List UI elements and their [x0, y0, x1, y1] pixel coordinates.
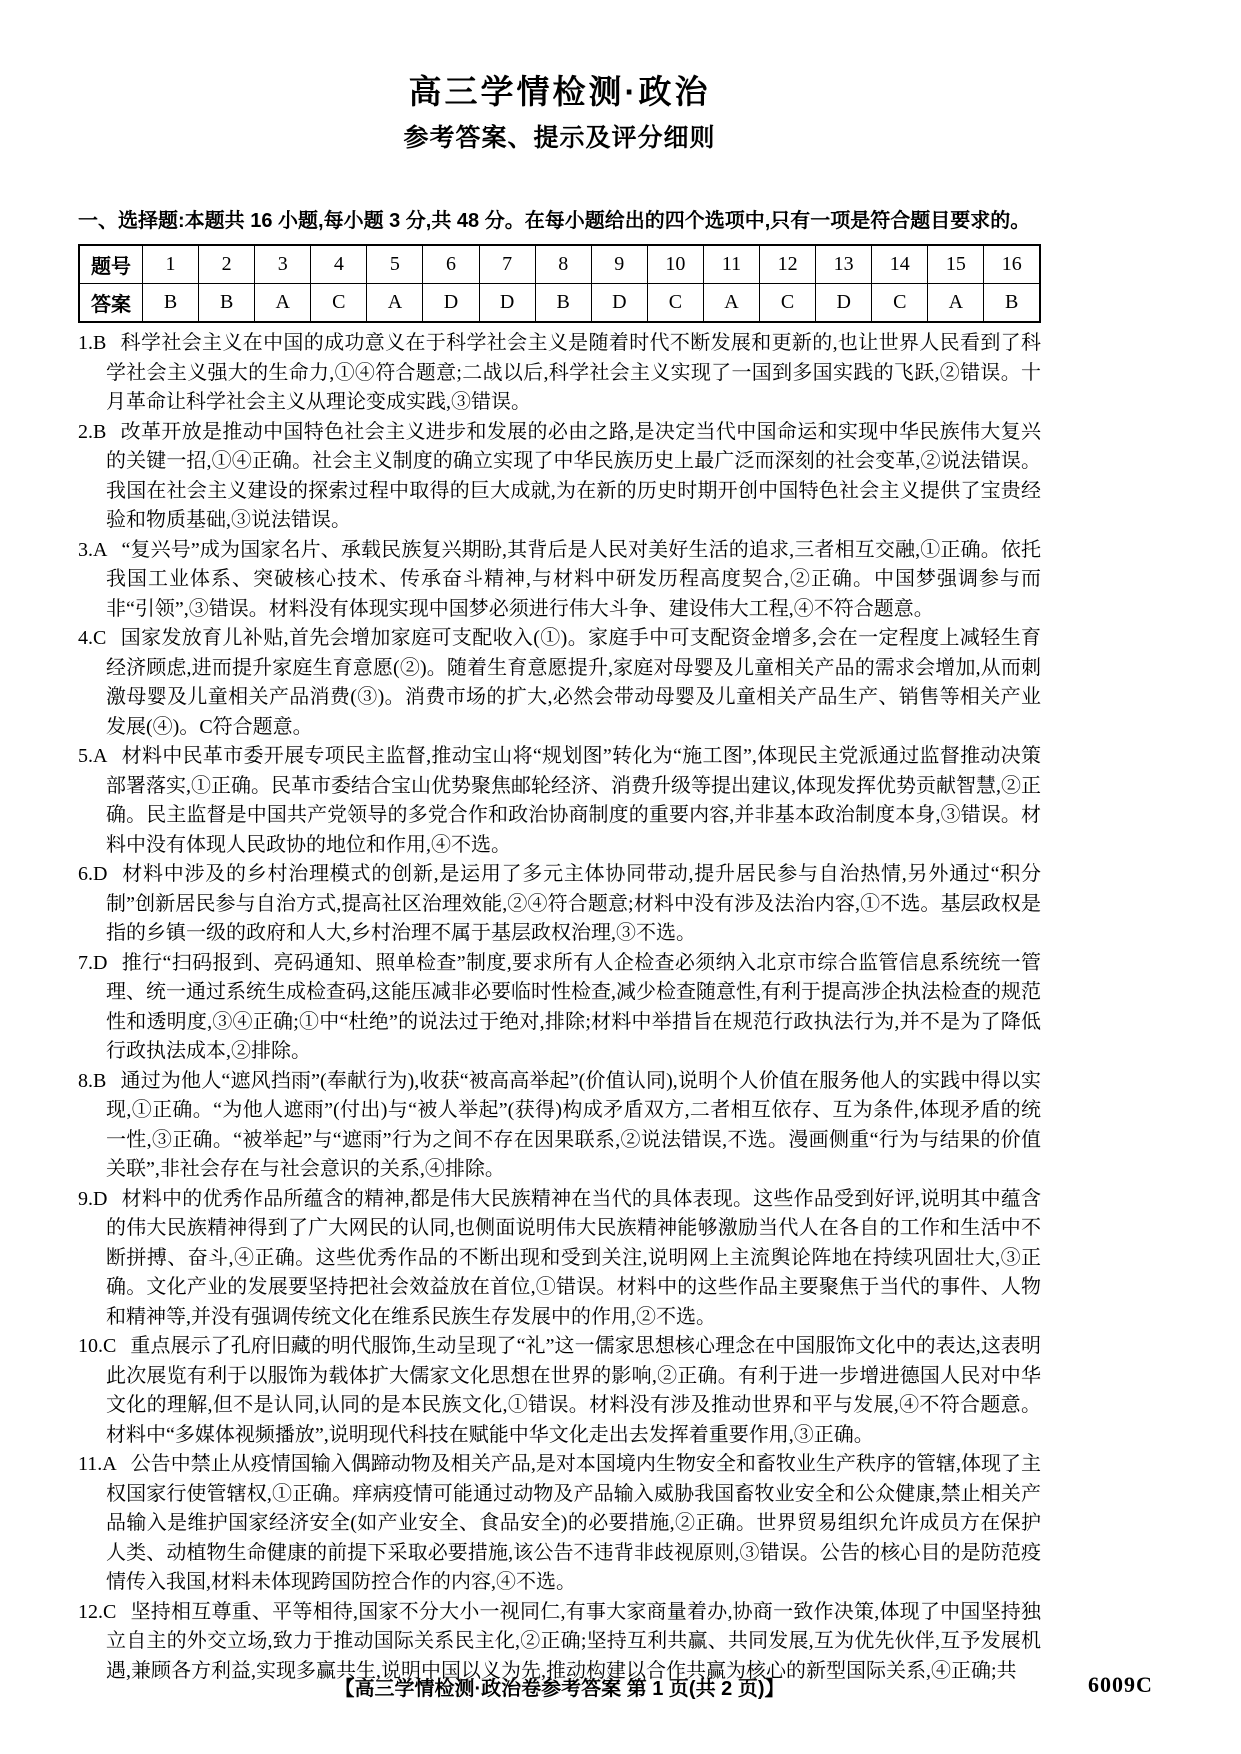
explanation-number: 7.D [78, 951, 108, 974]
answer-cell: D [479, 284, 535, 323]
question-number-cell: 7 [479, 245, 535, 284]
explanation-item [78, 1067, 1041, 1185]
question-number-cell: 13 [816, 245, 872, 284]
page-footer: 【高三学情检测·政治卷参考答案 第 1 页(共 2 页)】 [334, 1678, 785, 1700]
answer-cell: C [760, 284, 816, 323]
answer-cell: A [703, 284, 759, 323]
answer-cell: A [928, 284, 984, 323]
answer-cell: C [311, 284, 367, 323]
explanation-text: 公告中禁止从疫情国输入偶蹄动物及相关产品,是对本国境内生物安全和畜牧业生产秩序的管辖,体现了主权国家行使管辖权,①正确。痒病疫情可能通过动物及产品输入威胁我国畜牧业安全和公众健康,禁止相关产品输入是维护国家经济安全(如产业安全、食品安全)的必要措施,②正确。世界贸易组织允许成员方在保护人类、动植物生命健康的前提下采取必要措施,该公告不违背非歧视原则,③错误。公告的核心目的是防范疫情传入我国,材料未体现跨国防控合作的内容,④不选。 [106, 1453, 1041, 1593]
question-number-header: 题号 [79, 245, 143, 284]
explanation-text: 改革开放是推动中国特色社会主义进步和发展的必由之路,是决定当代中国命运和实现中华民族伟大复兴的关键一招,①④正确。社会主义制度的确立实现了中华民族历史上最广泛而深刻的社会变革,②说法错误。我国在社会主义建设的探索过程中取得的巨大成就,为在新的历史时期开创中国特色社会主义提供了宝贵经验和物质基础,③说法错误。 [106, 420, 1041, 531]
page-subtitle: 参考答案、提示及评分细则 [403, 124, 716, 152]
explanation-text: “复兴号”成为国家名片、承载民族复兴期盼,其背后是人民对美好生活的追求,三者相互交融,①正确。依托我国工业体系、突破核心技术、传承奋斗精神,与材料中研发历程高度契合,②正确。中国梦强调参与而非“引领”,③错误。材料没有体现实现中国梦必须进行伟大斗争、建设伟大工程,④不符合题意。 [106, 538, 1041, 620]
answer-cell: B [143, 284, 199, 323]
section-heading: 一、选择题:本题共 16 小题,每小题 3 分,共 48 分。在每小题给出的四个选项中,只有一项是符合题目要求的。 [78, 210, 1031, 232]
answer-cell: D [816, 284, 872, 323]
answer-cell: B [535, 284, 591, 323]
explanation-text: 通过为他人“遮风挡雨”(奉献行为),收获“被高高举起”(价值认同),说明个人价值在服务他人的实践中得以实现,①正确。“为他人遮雨”(付出)与“被人举起”(获得)构成矛盾双方,二者相互依存、互为条件,体现矛盾的统一性,③正确。“被举起”与“遮雨”行为之间不存在因果联系,②说法错误,不选。漫画侧重“行为与结果的价值关联”,非社会存在与社会意识的关系,④排除。 [106, 1069, 1041, 1180]
question-number-cell: 11 [703, 245, 759, 284]
explanation-number: 12.C [78, 1600, 117, 1623]
explanation-number: 8.B [78, 1069, 107, 1092]
explanation-number: 9.D [78, 1187, 108, 1210]
question-number-cell: 14 [872, 245, 928, 284]
answer-cell: A [367, 284, 423, 323]
question-number-cell: 15 [928, 245, 984, 284]
explanation-item [78, 860, 1041, 949]
answer-table-numbers-row [79, 245, 1040, 284]
answer-table [78, 244, 1041, 323]
explanation-item [78, 418, 1041, 536]
question-number-cell: 4 [311, 245, 367, 284]
explanation-text: 国家发放育儿补贴,首先会增加家庭可支配收入(①)。家庭手中可支配资金增多,会在一定程度上减轻生育经济顾虑,进而提升家庭生育意愿(②)。随着生育意愿提升,家庭对母婴及儿童相关产品的需求会增加,从而刺激母婴及儿童相关产品消费(③)。消费市场的扩大,必然会带动母婴及儿童相关产品生产、销售等相关产业发展(④)。C符合题意。 [106, 627, 1041, 738]
answer-cell: D [423, 284, 479, 323]
explanation-item [78, 329, 1041, 418]
explanation-number: 4.C [78, 627, 107, 649]
explanation-text: 重点展示了孔府旧藏的明代服饰,生动呈现了“礼”这一儒家思想核心理念在中国服饰文化中的表达,这表明此次展览有利于以服饰为载体扩大儒家文化思想在世界的影响,②正确。有利于进一步增进德国人民对中华文化的理解,但不是认同,认同的是本民族文化,①错误。材料没有涉及推动世界和平与发展,④不符合题意。材料中“多媒体视频播放”,说明现代科技在赋能中华文化走出去发挥着重要作用,③正确。 [106, 1335, 1041, 1446]
explanations [78, 329, 1041, 1686]
question-number-cell: 10 [647, 245, 703, 284]
explanation-item [78, 949, 1041, 1067]
explanation-item [78, 1185, 1041, 1333]
question-number-cell: 5 [367, 245, 423, 284]
explanation-item [78, 1332, 1041, 1450]
explanation-number: 2.B [78, 420, 107, 443]
explanation-number: 11.A [78, 1453, 117, 1475]
answer-table-answers-row [79, 284, 1040, 323]
answer-cell: C [647, 284, 703, 323]
paper-code: 6009C [1088, 1672, 1153, 1697]
question-number-cell: 3 [255, 245, 311, 284]
explanation-number: 6.D [78, 863, 108, 885]
answer-cell: B [199, 284, 255, 323]
explanation-text: 材料中涉及的乡村治理模式的创新,是运用了多元主体协同带动,提升居民参与自治热情,另外通过“积分制”创新居民参与自治方式,提高社区治理效能,②④符合题意;材料中没有涉及法治内容,①不选。基层政权是指的乡镇一级的政府和人大,乡村治理不属于基层政权治理,③不选。 [106, 863, 1041, 944]
question-number-cell: 8 [535, 245, 591, 284]
explanation-number: 5.A [78, 745, 108, 767]
explanation-item [78, 536, 1041, 625]
explanation-text: 材料中民革市委开展专项民主监督,推动宝山将“规划图”转化为“施工图”,体现民主党派通过监督推动决策部署落实,①正确。民革市委结合宝山优势聚焦邮轮经济、消费升级等提出建议,体现发挥优势贡献智慧,②正确。民主监督是中国共产党领导的多党合作和政治协商制度的重要内容,并非基本政治制度本身,③错误。材料中没有体现人民政协的地位和作用,④不选。 [106, 745, 1041, 856]
question-number-cell: 16 [984, 245, 1040, 284]
explanation-item [78, 742, 1041, 860]
explanation-text: 科学社会主义在中国的成功意义在于科学社会主义是随着时代不断发展和更新的,也让世界人民看到了科学社会主义强大的生命力,①④符合题意;二战以后,科学社会主义实现了一国到多国实践的飞跃,②错误。十月革命让科学社会主义从理论变成实践,③错误。 [106, 332, 1041, 413]
question-number-cell: 2 [199, 245, 255, 284]
question-number-cell: 1 [143, 245, 199, 284]
explanation-item [78, 1450, 1041, 1598]
explanation-item [78, 624, 1041, 742]
page-title: 高三学情检测·政治 [408, 73, 711, 110]
question-number-cell: 6 [423, 245, 479, 284]
explanation-number: 3.A [78, 538, 108, 561]
answer-cell: A [255, 284, 311, 323]
answer-cell: B [984, 284, 1040, 323]
explanation-text: 坚持相互尊重、平等相待,国家不分大小一视同仁,有事大家商量着办,协商一致作决策,体现了中国坚持独立自主的外交立场,致力于推动国际关系民主化,②正确;坚持互利共赢、共同发展,互为优先伙伴,互予发展机遇,兼顾各方利益,实现多赢共生,说明中国以义为先,推动构建以合作共赢为核心的新型国际关系,④正确;共 [106, 1600, 1041, 1682]
question-number-cell: 12 [760, 245, 816, 284]
answer-cell: D [591, 284, 647, 323]
explanation-number: 10.C [78, 1335, 117, 1357]
answer-cell: C [872, 284, 928, 323]
explanation-number: 1.B [78, 332, 107, 354]
explanation-text: 推行“扫码报到、亮码通知、照单检查”制度,要求所有人企检查必须纳入北京市综合监管信息系统统一管理、统一通过系统生成检查码,这能压减非必要临时性检查,减少检查随意性,有利于提高涉企执法检查的规范性和透明度,③④正确;①中“杜绝”的说法过于绝对,排除;材料中举措旨在规范行政执法行为,并不是为了降低行政执法成本,②排除。 [106, 951, 1041, 1062]
question-number-cell: 9 [591, 245, 647, 284]
answer-header: 答案 [79, 284, 143, 323]
explanation-text: 材料中的优秀作品所蕴含的精神,都是伟大民族精神在当代的具体表现。这些作品受到好评,说明其中蕴含的伟大民族精神得到了广大网民的认同,也侧面说明伟大民族精神能够激励当代人在各自的工作和生活中不断拼搏、奋斗,④正确。这些优秀作品的不断出现和受到关注,说明网上主流舆论阵地在持续巩固壮大,③正确。文化产业的发展要坚持把社会效益放在首位,①错误。材料中的这些作品主要聚焦于当代的事件、人物和精神等,并没有强调传统文化在维系民族生存发展中的作用,②不选。 [106, 1187, 1041, 1328]
